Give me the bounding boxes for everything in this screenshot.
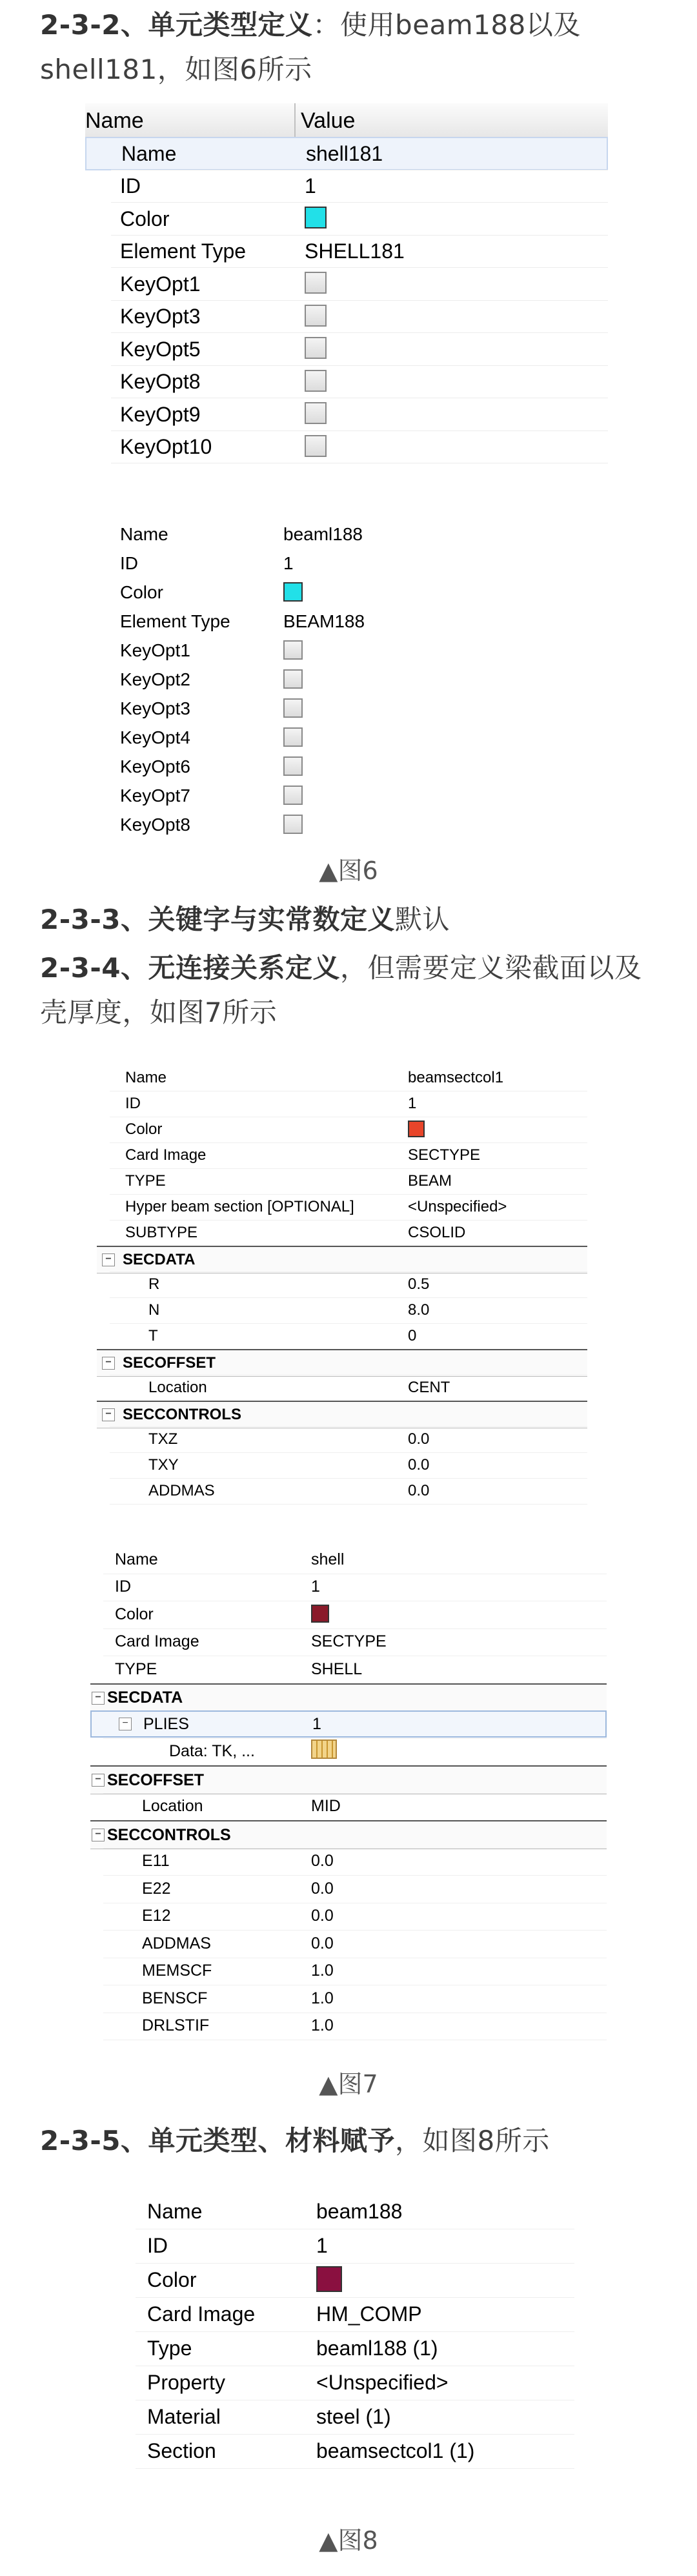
row-value[interactable]: 0.0 — [311, 1852, 334, 1870]
color-swatch-icon[interactable] — [311, 1605, 329, 1623]
row-checkbox[interactable] — [283, 696, 303, 722]
table-row-keyopt3[interactable] — [85, 694, 608, 724]
row-label: ID — [125, 1095, 141, 1112]
table-row-secoffset[interactable] — [97, 1349, 587, 1377]
checkbox-icon[interactable] — [305, 272, 327, 294]
row-value[interactable]: beamsectcol1 — [408, 1069, 504, 1086]
row-value[interactable]: 0.0 — [311, 1934, 334, 1952]
row-label: BENSCF — [142, 1989, 208, 2007]
table-row-material[interactable] — [136, 2400, 574, 2434]
row-label: KeyOpt7 — [120, 786, 190, 806]
table-row-keyopt5[interactable] — [85, 332, 608, 366]
row-label: Type — [147, 2337, 192, 2360]
row-value[interactable]: beam188 — [316, 2200, 403, 2223]
shell181-property-table — [85, 103, 608, 478]
paragraph-no-connection-definition — [40, 946, 660, 1035]
row-value[interactable]: BEAM — [408, 1172, 452, 1190]
table-row-subtype[interactable] — [97, 1220, 587, 1246]
table-row-name[interactable] — [136, 2195, 574, 2229]
row-value[interactable]: 1 — [283, 553, 294, 573]
table-row-keyopt8[interactable] — [85, 810, 608, 840]
checkbox-icon[interactable] — [283, 669, 303, 689]
row-label: KeyOpt3 — [120, 305, 201, 328]
figure-6-caption: ▲图6 — [319, 857, 378, 885]
table-row-name[interactable] — [97, 1065, 587, 1091]
row-label: Color — [147, 2268, 197, 2291]
table-row-name[interactable] — [85, 520, 608, 549]
row-value[interactable]: 0.0 — [408, 1482, 430, 1499]
table-row-color[interactable] — [85, 202, 608, 236]
row-color[interactable] — [316, 2264, 342, 2297]
row-label: KeyOpt5 — [120, 337, 201, 361]
header-separator — [294, 103, 296, 137]
table-row-keyopt9[interactable] — [85, 398, 608, 431]
beam188-property-table — [85, 520, 608, 842]
row-value[interactable]: 0.5 — [408, 1275, 430, 1293]
row-value[interactable]: <Unspecified> — [408, 1198, 507, 1215]
table-row-keyopt2[interactable] — [85, 665, 608, 695]
row-checkbox[interactable] — [305, 334, 327, 364]
row-divider — [110, 1504, 587, 1505]
row-value[interactable]: 0 — [408, 1327, 417, 1344]
table-row-hyper-beam-section-optional[interactable] — [97, 1194, 587, 1220]
table-row-n[interactable] — [97, 1297, 587, 1323]
collapse-icon[interactable]: − — [102, 1253, 115, 1266]
row-label: ADDMAS — [142, 1934, 211, 1952]
figure-7-caption: ▲图7 — [319, 2070, 378, 2098]
row-label: TYPE — [125, 1172, 166, 1190]
row-label: Name — [120, 524, 168, 544]
row-value[interactable]: 1 — [408, 1095, 417, 1112]
row-value[interactable]: 0.0 — [408, 1456, 430, 1474]
row-label: KeyOpt3 — [120, 698, 190, 718]
table-row-name[interactable] — [85, 137, 608, 170]
table-row-card-image[interactable] — [97, 1142, 587, 1168]
table-row-data-tk[interactable] — [90, 1738, 607, 1765]
row-checkbox[interactable] — [283, 638, 303, 664]
color-swatch-icon[interactable] — [283, 582, 303, 602]
row-value[interactable]: beaml188 (1) — [316, 2337, 438, 2360]
row-value[interactable]: HM_COMP — [316, 2302, 422, 2326]
table-row-location[interactable] — [97, 1375, 587, 1401]
row-label: SECOFFSET — [107, 1770, 205, 1789]
row-checkbox[interactable] — [283, 725, 303, 751]
row-label: T — [148, 1327, 158, 1344]
row-label: KeyOpt1 — [120, 640, 190, 660]
table-row-id[interactable] — [85, 549, 608, 578]
table-row-color[interactable] — [97, 1117, 587, 1142]
row-checkbox[interactable] — [305, 269, 327, 299]
row-label: R — [148, 1275, 160, 1293]
row-label: TXZ — [148, 1430, 178, 1448]
checkbox-icon[interactable] — [283, 815, 303, 834]
row-value[interactable]: beaml188 — [283, 524, 363, 544]
row-value[interactable]: <Unspecified> — [316, 2371, 449, 2394]
table-row-element-type[interactable] — [85, 607, 608, 636]
table-row-id[interactable] — [136, 2229, 574, 2263]
row-label: MEMSCF — [142, 1962, 212, 1980]
paragraph-text: ：使用beam188以及shell181，如图6所示 — [40, 9, 581, 85]
checkbox-icon[interactable] — [283, 727, 303, 747]
row-label: Color — [120, 582, 163, 602]
heading-2-3-2: 2-3-2、单元类型定义 — [40, 9, 313, 41]
row-label: SECDATA — [123, 1251, 196, 1268]
row-value[interactable]: SECTYPE — [408, 1146, 481, 1164]
row-label: Section — [147, 2439, 216, 2462]
row-label: E22 — [142, 1879, 171, 1898]
color-swatch-icon[interactable] — [316, 2266, 342, 2292]
row-value[interactable]: 1.0 — [311, 1989, 334, 2007]
row-label: Hyper beam section [OPTIONAL] — [125, 1198, 354, 1215]
row-value[interactable]: 0.0 — [311, 1879, 334, 1898]
table-row-section[interactable] — [136, 2434, 574, 2468]
collapse-icon[interactable]: − — [102, 1357, 115, 1370]
table-row-seccontrols[interactable] — [90, 1820, 607, 1849]
row-label: KeyOpt1 — [120, 272, 201, 296]
beam-section-property-table — [97, 1065, 587, 1530]
collapse-icon[interactable]: − — [119, 1718, 132, 1730]
row-label: ID — [147, 2234, 168, 2257]
paragraph-material-assignment — [40, 2118, 660, 2163]
table-row-keyopt8[interactable] — [85, 365, 608, 399]
table-row-e22[interactable] — [90, 1875, 607, 1902]
data-table-icon[interactable] — [311, 1739, 337, 1759]
table-row-keyopt1[interactable] — [85, 267, 608, 301]
row-data[interactable] — [311, 1739, 337, 1763]
row-label: Name — [147, 2200, 203, 2223]
table-row-e11[interactable] — [90, 1848, 607, 1875]
row-label: Location — [142, 1797, 203, 1815]
paragraph-keyword-definition — [40, 897, 660, 942]
component-property-table — [136, 2195, 574, 2466]
table-row-secdata[interactable] — [90, 1683, 607, 1712]
table-row-e12[interactable] — [90, 1903, 607, 1930]
row-label: Name — [125, 1069, 167, 1086]
row-checkbox[interactable] — [283, 812, 303, 838]
row-label: N — [148, 1301, 160, 1319]
checkbox-icon[interactable] — [305, 370, 327, 392]
table-row-location[interactable] — [90, 1793, 607, 1820]
row-label: Card Image — [115, 1632, 199, 1650]
row-label: SUBTYPE — [125, 1224, 198, 1241]
row-label: SECCONTROLS — [107, 1825, 231, 1844]
checkbox-icon[interactable] — [283, 698, 303, 718]
color-swatch-icon[interactable] — [408, 1121, 425, 1137]
paragraph-text: 默认 — [395, 904, 450, 935]
paragraph-text: ，但需要定义梁截面以及壳厚度，如图7所示 — [40, 952, 642, 1028]
row-value[interactable]: SHELL — [311, 1659, 363, 1678]
row-value[interactable]: BEAM188 — [283, 611, 365, 631]
table-header — [85, 103, 608, 138]
table-row-drlstif[interactable] — [90, 2013, 607, 2040]
table-row-secoffset[interactable] — [90, 1765, 607, 1794]
row-value[interactable]: 1 — [305, 174, 316, 198]
row-label: ID — [120, 174, 141, 198]
row-value[interactable]: steel (1) — [316, 2405, 391, 2428]
row-label: SECOFFSET — [123, 1354, 216, 1372]
heading-2-3-5: 2-3-5、单元类型、材料赋予 — [40, 2125, 396, 2156]
row-label: KeyOpt8 — [120, 370, 201, 393]
row-label: Material — [147, 2405, 221, 2428]
row-value[interactable]: SECTYPE — [311, 1632, 387, 1650]
row-label: Name — [115, 1550, 158, 1568]
row-label: SECCONTROLS — [123, 1406, 242, 1423]
row-value[interactable]: shell — [311, 1550, 345, 1568]
shell-section-property-table — [90, 1546, 607, 2056]
row-label: KeyOpt4 — [120, 727, 190, 747]
table-row-txy[interactable] — [97, 1452, 587, 1478]
table-row-seccontrols[interactable] — [97, 1401, 587, 1428]
table-row-property[interactable] — [136, 2366, 574, 2400]
row-label: Location — [148, 1379, 207, 1396]
row-label: Card Image — [147, 2302, 256, 2326]
row-label: Element Type — [120, 611, 230, 631]
row-label: Color — [125, 1121, 163, 1138]
collapse-icon[interactable]: − — [92, 1829, 105, 1841]
row-label: E11 — [142, 1852, 170, 1870]
table-row-keyopt10[interactable] — [85, 431, 608, 464]
row-label: ADDMAS — [148, 1482, 215, 1499]
paragraph-element-type-definition — [40, 3, 660, 92]
row-value[interactable]: 1 — [316, 2234, 328, 2257]
row-value[interactable]: 0.0 — [311, 1907, 334, 1925]
row-label: KeyOpt6 — [120, 756, 190, 776]
table-row-r[interactable] — [97, 1272, 587, 1297]
row-value[interactable]: 1.0 — [311, 2016, 334, 2034]
checkbox-icon[interactable] — [283, 786, 303, 805]
row-value[interactable]: MID — [311, 1797, 341, 1815]
table-row-secdata[interactable] — [97, 1246, 587, 1273]
row-color[interactable] — [305, 204, 327, 234]
table-row-color[interactable] — [136, 2263, 574, 2297]
table-row-addmas[interactable] — [90, 1930, 607, 1957]
row-divider — [136, 2468, 574, 2469]
row-value[interactable]: beamsectcol1 (1) — [316, 2439, 475, 2462]
row-checkbox[interactable] — [305, 432, 327, 462]
row-color[interactable] — [283, 580, 303, 606]
table-row-txz[interactable] — [97, 1426, 587, 1452]
row-label: DRLSTIF — [142, 2016, 210, 2034]
row-checkbox[interactable] — [283, 754, 303, 780]
table-row-plies[interactable] — [90, 1710, 607, 1738]
row-label: Property — [147, 2371, 225, 2394]
row-label: Element Type — [120, 239, 247, 263]
table-row-id[interactable] — [90, 1574, 607, 1601]
table-row-element-type[interactable] — [85, 235, 608, 269]
collapse-icon[interactable]: − — [102, 1408, 115, 1421]
row-label: Card Image — [125, 1146, 207, 1164]
row-value[interactable]: 1.0 — [311, 1962, 334, 1980]
row-value[interactable]: shell181 — [306, 141, 383, 165]
checkbox-icon[interactable] — [305, 435, 327, 457]
row-value[interactable]: 0.0 — [408, 1430, 430, 1448]
checkbox-icon[interactable] — [305, 337, 327, 359]
table-row-keyopt7[interactable] — [85, 781, 608, 811]
table-row-color[interactable] — [85, 578, 608, 607]
row-label: KeyOpt8 — [120, 815, 190, 835]
row-value[interactable]: 1 — [311, 1577, 320, 1596]
table-row-card-image[interactable] — [90, 1628, 607, 1656]
figure-8-caption: ▲图8 — [319, 2526, 378, 2555]
row-label: ID — [120, 553, 138, 573]
header-name: Name — [85, 108, 144, 133]
table-row-keyopt6[interactable] — [85, 752, 608, 782]
row-label: KeyOpt9 — [120, 402, 201, 426]
row-label: Data: TK, ... — [169, 1742, 255, 1760]
table-row-keyopt4[interactable] — [85, 723, 608, 753]
row-label: TYPE — [115, 1659, 157, 1678]
checkbox-icon[interactable] — [283, 640, 303, 660]
table-row-keyopt3[interactable] — [85, 300, 608, 334]
table-row-card-image[interactable] — [136, 2297, 574, 2331]
row-checkbox[interactable] — [305, 302, 327, 332]
row-value[interactable]: CENT — [408, 1379, 450, 1396]
table-row-memscf[interactable] — [90, 1958, 607, 1985]
table-row-addmas[interactable] — [97, 1478, 587, 1504]
collapse-icon[interactable]: − — [92, 1692, 105, 1705]
row-label: Name — [121, 141, 177, 165]
row-label: Color — [115, 1605, 154, 1623]
collapse-icon[interactable]: − — [92, 1774, 105, 1787]
checkbox-icon[interactable] — [305, 402, 327, 424]
table-row-keyopt1[interactable] — [85, 636, 608, 665]
table-row-type[interactable] — [90, 1656, 607, 1683]
paragraph-text: ，如图8所示 — [395, 2125, 550, 2156]
table-row-id[interactable] — [85, 170, 608, 203]
row-label: KeyOpt10 — [120, 435, 212, 458]
table-row-t[interactable] — [97, 1323, 587, 1349]
row-label: PLIES — [143, 1714, 189, 1733]
row-color[interactable] — [408, 1118, 425, 1142]
row-label: ID — [115, 1577, 131, 1596]
table-row-type[interactable] — [97, 1168, 587, 1194]
checkbox-icon[interactable] — [305, 305, 327, 327]
row-checkbox[interactable] — [305, 367, 327, 397]
checkbox-icon[interactable] — [283, 756, 303, 776]
table-row-color[interactable] — [90, 1601, 607, 1628]
row-value[interactable]: 8.0 — [408, 1301, 430, 1319]
row-checkbox[interactable] — [305, 400, 327, 429]
row-checkbox[interactable] — [283, 783, 303, 809]
table-row-name[interactable] — [90, 1546, 607, 1573]
table-row-benscf[interactable] — [90, 1985, 607, 2012]
row-label: Color — [120, 207, 170, 230]
row-value[interactable]: 1 — [312, 1714, 321, 1733]
header-value: Value — [301, 108, 356, 133]
color-swatch-icon[interactable] — [305, 207, 327, 228]
row-label: KeyOpt2 — [120, 669, 190, 689]
row-value[interactable]: SHELL181 — [305, 239, 405, 263]
table-row-id[interactable] — [97, 1091, 587, 1117]
row-label: TXY — [148, 1456, 179, 1474]
row-color[interactable] — [311, 1602, 329, 1627]
heading-2-3-4: 2-3-4、无连接关系定义 — [40, 952, 341, 984]
table-row-type[interactable] — [136, 2331, 574, 2366]
row-checkbox[interactable] — [283, 667, 303, 693]
row-label: E12 — [142, 1907, 171, 1925]
heading-2-3-3: 2-3-3、关键字与实常数定义 — [40, 904, 396, 935]
row-label: SECDATA — [107, 1689, 183, 1707]
row-value[interactable]: CSOLID — [408, 1224, 466, 1241]
